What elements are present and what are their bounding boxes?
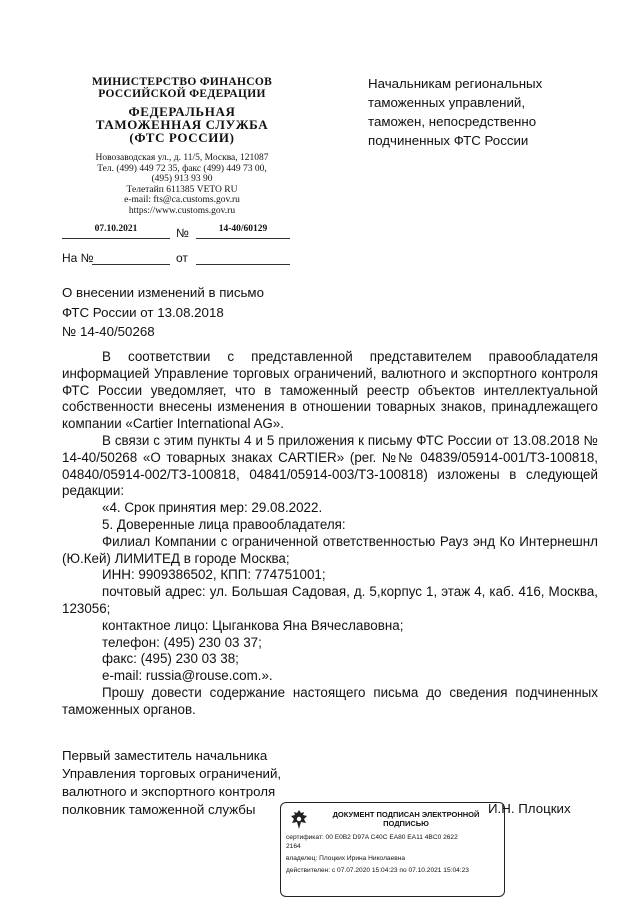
service-name: [62, 105, 302, 144]
stamp-certificate-line-2: 2164: [286, 843, 301, 850]
signatory-line-3: валютного и экспортного контроля: [62, 784, 276, 799]
electronic-signature-stamp: [280, 802, 505, 897]
signatory-line-2: Управления торговых ограничений,: [62, 766, 282, 781]
ministry-line-2: РОССИЙСКОЙ ФЕДЕРАЦИИ: [98, 88, 266, 100]
body-paragraph-10: факс: (495) 230 03 38;: [102, 651, 239, 667]
stamp-title-line-2: ПОДПИСЬЮ: [383, 819, 429, 828]
subject-block: [62, 283, 302, 342]
service-line-2: ТАМОЖЕННАЯ СЛУЖБА: [95, 117, 269, 132]
body-paragraph-3: «4. Срок принятия мер: 29.08.2022.: [102, 500, 323, 516]
ministry-name: [62, 76, 302, 100]
body-paragraph-5: Филиал Компании с ограниченной ответственностью Рауз энд Ко Интернешнл (Ю.Кей) ЛИМИТЕД в городе Москва;: [62, 533, 598, 566]
registration-number: 14-40/60129: [196, 224, 290, 239]
reply-number-field: [92, 250, 170, 265]
signatory-line-4: полковник таможенной службы: [62, 802, 256, 817]
email-text: e-mail: fts@ca.customs.gov.ru: [124, 195, 240, 205]
body-paragraph-12: Прошу довести содержание настоящего письма до сведения подчиненных таможенных органов.: [62, 684, 598, 717]
reply-number-label: На №: [62, 251, 94, 265]
body-paragraph-11: e-mail: russia@rouse.com.».: [102, 668, 273, 684]
reply-date-label: от: [176, 251, 188, 265]
body-paragraph-1: В соответствии с представленной представителем правообладателя информацией Управление торговых ограничений, валютного и экспортного контроля ФТС России уведомляет, что в таможенный реестр объектов интеллектуальной собственности внесены изменения в отношении товарных знаков, принадлежащего компании «Cartier International AG».: [62, 349, 598, 432]
body-paragraph-6: ИНН: 9909386502, КПП: 774751001;: [102, 567, 326, 583]
subject-line-3: № 14-40/50268: [62, 324, 155, 339]
stamp-validity: действителен: с 07.07.2020 15:04:23 по 07.10.2021 15:04:23: [286, 867, 469, 874]
body-paragraph-2: В связи с этим пункты 4 и 5 приложения к письму ФТС России от 13.08.2018 № 14-40/50268 «О товарных знаках CARTIER» (рег. №№ 04839/05914-001/ТЗ-100818, 04840/05914-002/ТЗ-100818, 04841/05914-003/ТЗ-100818) изложены в следующей редакции:: [62, 432, 598, 499]
coat-of-arms-icon: [289, 809, 309, 831]
addressee-line-3: таможен, непосредственно: [368, 114, 537, 129]
stamp-title: [313, 810, 499, 828]
letter-body: [62, 349, 598, 719]
address-text: Новозаводская ул., д. 11/5, Москва, 121087: [95, 153, 269, 163]
subject-line-2: ФТС России от 13.08.2018: [62, 304, 224, 320]
registration-number-label: №: [176, 226, 189, 240]
addressee-line-4: подчиненных ФТС России: [368, 133, 529, 148]
addressee-line-2: таможенных управлений,: [368, 95, 526, 110]
phone-line-1: Тел. (499) 449 72 35, факс (499) 449 73 00,: [97, 163, 267, 174]
service-line-3: (ФТС РОССИИ): [129, 130, 235, 145]
ministry-line-1: МИНИСТЕРСТВО ФИНАНСОВ: [91, 76, 273, 88]
body-paragraph-7: почтовый адрес: ул. Большая Садовая, д. 5,корпус 1, этаж 4, каб. 416, Москва, 123056;: [62, 584, 598, 616]
contacts-block: [62, 153, 302, 216]
body-paragraph-9: телефон: (495) 230 03 37;: [102, 634, 262, 650]
signatory-line-1: Первый заместитель начальника: [62, 748, 268, 763]
registration-date: 07.10.2021: [62, 224, 170, 239]
signatory-block: [62, 747, 312, 819]
service-line-1: ФЕДЕРАЛЬНАЯ: [128, 104, 236, 119]
stamp-title-line-1: ДОКУМЕНТ ПОДПИСАН ЭЛЕКТРОННОЙ: [332, 810, 480, 819]
subject-line-1: О внесении изменений в письмо: [62, 285, 264, 300]
stamp-certificate-line-1: сертификат: 00 E0B2 D97A C40C EA80 EA11 4BC0 2622: [286, 834, 458, 841]
phone-line-2: (495) 913 93 90: [151, 174, 213, 184]
reply-date-field: [196, 250, 290, 265]
body-paragraph-4: 5. Доверенные лица правообладателя:: [102, 516, 346, 532]
stamp-owner: владелец: Плоцких Ирина Николаевна: [286, 855, 406, 862]
addressee-block: [368, 74, 598, 150]
teletype-text: Телетайп 611385 VETO RU: [126, 184, 238, 195]
signer-name: И.Н. Плоцких: [488, 801, 571, 816]
website-text: https://www.customs.gov.ru: [128, 205, 236, 216]
addressee-line-1: Начальникам региональных: [368, 76, 543, 91]
body-paragraph-8: контактное лицо: Цыганкова Яна Вячеславовна;: [102, 617, 404, 633]
